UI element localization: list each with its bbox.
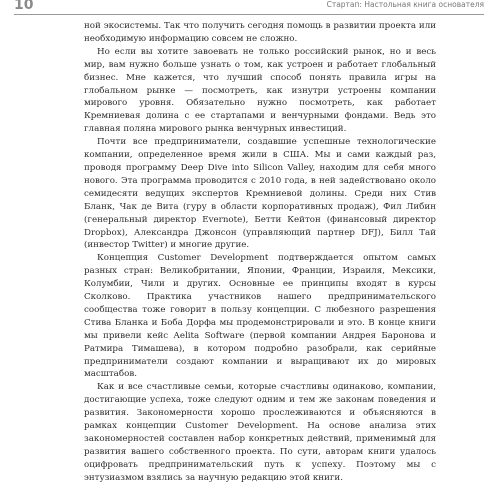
paragraph-3: Почти все предприниматели, создавшие успешные технологические компании, определенное время жили в США. Мы и сами каждый раз, проводя программу Deep Dive into Silicon Valley, находим для себя много нового. Эта программа проводится с 2010 года, в ней задействовано около семидесяти ведущих экспертов Кремниевой долины. Среди них Стив Бланк, Чак де Вита (гуру в области корпоративных продаж), Фил Либин (генеральный директор Evernote), Бетти Кейтон (финансовый директор Dropbox), Александра Джонсон (управляющий партнер DFJ), Билл Тай (инвестор Twitter) и многие другие.: [84, 137, 436, 251]
paragraph-1: ной экосистемы. Так что получить сегодня помощь в развитии проекта или необходимую информацию совсем не сложно.: [84, 21, 436, 44]
paragraph-5: Как и все счастливые семьи, которые счастливы одинаково, компании, достигающие успеха, тоже следуют одним и тем же законам поведения и развития. Закономерности хорошо прослеживаются и объясняются в рамках концепции Customer Development. На основе анализа этих закономерностей составлен набор конкретных действий, применимый для развития вашего собственного проекта. По сути, авторам книги удалось оцифровать предпринимательский путь к успеху. Поэтому мы с энтузиазмом взялись за научную редакцию этой книги.: [84, 382, 436, 483]
paragraph-2: Но если вы хотите завоевать не только российский рынок, но и весь мир, вам нужно больше узнать о том, как устроен и работает глобальный бизнес. Мне кажется, что лучший способ понять правила игры на глобальном рынке — посмотреть, как изнутри устроены компании мирового уровня. Обязательно нужно посмотреть, как работает Кремниевая долина с ее стартапами и венчурными фондами. Ведь это главная поляна мирового рынка венчурных инвестиций.: [84, 46, 436, 135]
paragraph-4: Концепция Customer Development подтверждается опытом самых разных стран: Великобритании, Японии, Франции, Израиля, Мексики, Колумбии, Чили и других. Основные ее принципы входят в курсы Сколково. Практика участников нашего предпринимательского сообщества тоже говорит в пользу концепции. С любезного разрешения Стива Бланка и Боба Дорфа мы продемонстрировали и это. В конце книги мы привели кейс Aelita Software (первой компании Андрея Баронова и Ратмира Тимашева), в котором подробно разобрали, как серийные предприниматели создают компании и выращивают их до мировых масштабов.: [84, 253, 436, 380]
running-title: Стартап: Настольная книга основателя: [326, 0, 484, 9]
page-header: [14, 0, 484, 15]
body-text: [84, 20, 436, 485]
page-number: 10: [14, 0, 34, 13]
